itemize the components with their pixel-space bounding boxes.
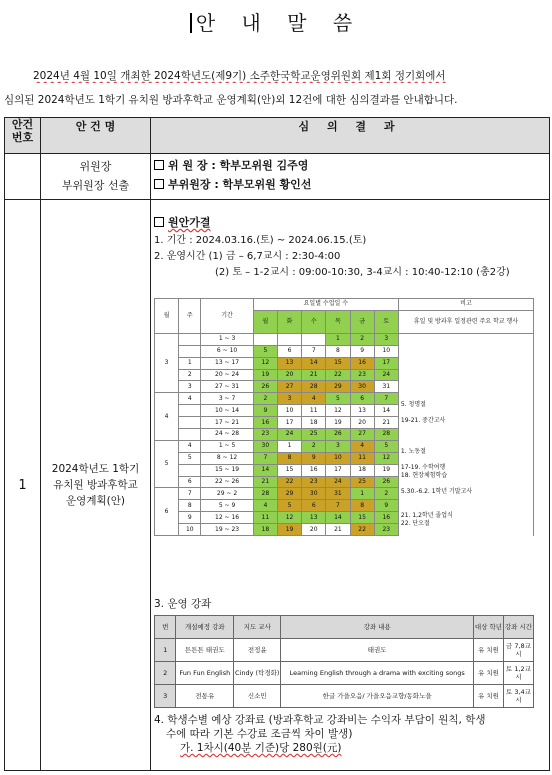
calendar-day-cell: 21	[326, 524, 350, 536]
agenda-name-line: 2024학년도 1학기	[51, 463, 140, 475]
hours-line: 2. 운영시간 (1) 금 – 6,7교시 : 2:30-4:00	[154, 251, 341, 262]
agenda-name	[41, 154, 151, 200]
calendar-week: 8	[179, 500, 201, 512]
calendar-row	[155, 393, 534, 405]
calendar-day-cell: 13	[277, 357, 301, 369]
calendar-day-cell: 30	[253, 440, 277, 452]
course-grade: 유 치원	[474, 662, 504, 685]
schedule-calendar	[154, 298, 534, 536]
calendar-day-cell	[253, 333, 277, 345]
course-grade: 유 치원	[474, 685, 504, 708]
checkbox-icon	[154, 217, 164, 227]
header-agenda-number: 안건 번호	[5, 118, 41, 154]
calendar-day-cell: 5	[326, 393, 350, 405]
calendar-period: 20 ~ 24	[201, 369, 253, 381]
calendar-day-cell: 2	[253, 393, 277, 405]
calendar-period: 12 ~ 16	[201, 512, 253, 524]
calendar-day-cell: 18	[302, 417, 326, 429]
calendar-day-cell: 28	[302, 381, 326, 393]
title-text: 안 내 말 씀	[195, 11, 363, 35]
courses-title: 3. 운영 강좌	[154, 598, 212, 610]
calendar-day-cell: 16	[374, 512, 398, 524]
calendar-week	[179, 417, 201, 429]
calendar-week: 3	[179, 381, 201, 393]
calendar-period: 3 ~ 7	[201, 393, 253, 405]
review-result	[151, 154, 550, 200]
calendar-day-cell: 18	[253, 524, 277, 536]
calendar-period: 17 ~ 21	[201, 417, 253, 429]
calendar-period: 13 ~ 17	[201, 357, 253, 369]
calendar-day-cell: 31	[326, 488, 350, 500]
calendar-day-cell: 8	[350, 500, 374, 512]
calendar-day-header: 화	[277, 310, 301, 333]
fee-line: 4. 학생수별 예상 강좌료 (방과후학교 강좌비는 수익자 부담이 원칙, 학생	[154, 714, 486, 726]
fee-line: 수에 따라 기본 수강료 조금씩 차이 발생)	[166, 728, 353, 740]
intro-line-1: 2024년 4월 10일 개최한 2024학년도(제9기) 소주한국학교운영위원회 제1회 정기회에서	[33, 70, 446, 82]
calendar-week: 1	[179, 357, 201, 369]
agenda-number-empty	[5, 154, 41, 200]
calendar-header-days: 요일별 수업일 수	[253, 299, 398, 311]
calendar-day-cell: 12	[326, 405, 350, 417]
calendar-day-cell: 13	[350, 405, 374, 417]
calendar-day-header: 수	[302, 310, 326, 333]
calendar-day-cell: 6	[350, 393, 374, 405]
calendar-period: 10 ~ 14	[201, 405, 253, 417]
calendar-day-cell: 22	[326, 369, 350, 381]
calendar-day-cell: 7	[302, 345, 326, 357]
calendar-week: 4	[179, 440, 201, 452]
calendar-day-cell: 10	[277, 405, 301, 417]
calendar-day-cell: 9	[374, 500, 398, 512]
calendar-day-cell: 28	[253, 488, 277, 500]
header-review-result: 심 의 결 과	[151, 118, 550, 154]
calendar-day-cell: 14	[302, 357, 326, 369]
calendar-day-cell: 14	[326, 512, 350, 524]
calendar-day-cell: 15	[326, 357, 350, 369]
course-number: 1	[155, 639, 176, 662]
agenda-number: 1	[5, 200, 41, 771]
calendar-period: 27 ~ 31	[201, 381, 253, 393]
agenda-name-line: 위원장	[79, 160, 112, 173]
course-content: 한글 가을오음/ 가을오음교향/동화노을	[281, 685, 474, 708]
calendar-day-cell: 19	[277, 524, 301, 536]
calendar-period: 29 ~ 2	[201, 488, 253, 500]
calendar-day-header: 토	[374, 310, 398, 333]
calendar-row	[155, 488, 534, 500]
calendar-day-cell: 2	[302, 440, 326, 452]
calendar-day-cell: 9	[302, 452, 326, 464]
calendar-day-cell: 4	[350, 440, 374, 452]
calendar-day-cell: 25	[350, 476, 374, 488]
checkbox-icon	[154, 179, 164, 189]
calendar-day-cell: 22	[350, 524, 374, 536]
calendar-day-cell: 31	[374, 381, 398, 393]
calendar-day-cell: 10	[326, 452, 350, 464]
calendar-day-cell: 12	[277, 512, 301, 524]
calendar-week: 5	[179, 452, 201, 464]
courses-header-cell: 강좌 시간	[503, 616, 533, 639]
calendar-row	[155, 333, 534, 345]
review-result	[151, 200, 550, 771]
header-agenda-name: 안 건 명	[41, 118, 151, 154]
intro-line-2: 심의된 2024학년도 1학기 유치원 방과후학교 운영계획(안)외 12건에 대한 심의결과를 안내합니다.	[4, 94, 458, 106]
calendar-period: 1 ~ 3	[201, 333, 253, 345]
calendar-day-cell: 4	[253, 500, 277, 512]
calendar-day-cell: 5	[253, 345, 277, 357]
calendar-month: 5	[155, 440, 179, 488]
course-number: 2	[155, 662, 176, 685]
fee-line: 가. 1차시(40분 기준)당 280원(元)	[180, 742, 342, 754]
calendar-day-cell: 4	[302, 393, 326, 405]
calendar-day-cell: 9	[350, 345, 374, 357]
calendar-day-cell: 15	[277, 464, 301, 476]
table-row	[5, 154, 550, 200]
calendar-day-cell: 30	[302, 488, 326, 500]
course-teacher: 신소민	[234, 685, 281, 708]
course-teacher: 전정윤	[234, 639, 281, 662]
calendar-day-cell: 20	[302, 524, 326, 536]
result-decision: 원안가결	[154, 214, 211, 230]
calendar-day-cell: 17	[374, 357, 398, 369]
calendar-day-cell: 11	[350, 452, 374, 464]
hours-line: (2) 토 – 1-2교시 : 09:00-10:30, 3-4교시 : 10:40-12:10 (총2강)	[215, 267, 510, 278]
calendar-header-notes-sub: 휴일 및 방과후 일정관련 주요 학교 행사	[398, 310, 533, 333]
calendar-day-cell: 6	[302, 500, 326, 512]
calendar-day-cell: 3	[326, 440, 350, 452]
calendar-week: 9	[179, 512, 201, 524]
calendar-day-cell: 19	[374, 464, 398, 476]
calendar-day-cell	[277, 333, 301, 345]
review-results-table	[4, 117, 550, 771]
calendar-period: 15 ~ 19	[201, 464, 253, 476]
calendar-header-notes: 비고	[398, 299, 533, 311]
calendar-notes: 1. 노동절 17-19. 수학여행 18. 현장체험학습	[398, 440, 533, 488]
calendar-period: 8 ~ 12	[201, 452, 253, 464]
course-time: 금 7,8교시	[503, 639, 533, 662]
calendar-day-cell: 20	[277, 369, 301, 381]
calendar-day-cell: 17	[277, 417, 301, 429]
courses-table	[154, 615, 534, 708]
calendar-row	[155, 440, 534, 452]
course-number: 3	[155, 685, 176, 708]
calendar-week	[179, 464, 201, 476]
calendar-day-cell: 7	[374, 393, 398, 405]
calendar-day-cell: 29	[277, 488, 301, 500]
course-name: 튼튼튼 태권도	[176, 639, 234, 662]
calendar-day-cell: 8	[326, 345, 350, 357]
calendar-day-cell: 13	[302, 512, 326, 524]
calendar-period: 22 ~ 26	[201, 476, 253, 488]
calendar-day-cell: 7	[253, 452, 277, 464]
calendar-day-cell: 3	[277, 393, 301, 405]
calendar-month: 4	[155, 393, 179, 441]
calendar-week	[179, 345, 201, 357]
calendar-day-header: 금	[350, 310, 374, 333]
calendar-week: 2	[179, 369, 201, 381]
calendar-day-cell: 21	[374, 417, 398, 429]
agenda-name-line: 부위원장 선출	[61, 179, 130, 192]
calendar-day-cell: 29	[326, 381, 350, 393]
calendar-day-cell: 11	[253, 512, 277, 524]
calendar-day-cell: 23	[374, 524, 398, 536]
calendar-day-cell: 26	[374, 476, 398, 488]
calendar-header-period: 기간	[201, 299, 253, 334]
calendar-day-cell: 17	[326, 464, 350, 476]
courses-header-cell: 번	[155, 616, 176, 639]
courses-header-cell: 지도 교사	[234, 616, 281, 639]
calendar-period: 6 ~ 10	[201, 345, 253, 357]
course-row	[155, 662, 534, 685]
calendar-period: 24 ~ 28	[201, 429, 253, 441]
calendar-period: 1 ~ 5	[201, 440, 253, 452]
calendar-week	[179, 333, 201, 345]
course-time: 토 1,2교시	[503, 662, 533, 685]
calendar-week: 10	[179, 524, 201, 536]
course-grade: 유 치원	[474, 639, 504, 662]
courses-header-cell: 개설예정 강좌	[176, 616, 234, 639]
calendar-day-cell: 30	[350, 381, 374, 393]
table-header-row	[5, 118, 550, 154]
calendar-day-cell: 11	[302, 405, 326, 417]
course-teacher: Cindy (탁경화)	[234, 662, 281, 685]
course-content: Learning English through a drama with exciting songs	[281, 662, 474, 685]
calendar-day-cell: 24	[326, 476, 350, 488]
calendar-day-cell: 5	[374, 440, 398, 452]
calendar-day-cell: 2	[350, 333, 374, 345]
result-item: 부위원장 : 학부모위원 황인선	[154, 175, 549, 194]
calendar-notes: 5. 청명절 19-21. 중간고사	[398, 393, 533, 441]
calendar-week: 7	[179, 488, 201, 500]
calendar-header-month: 월	[155, 299, 179, 334]
table-row	[5, 200, 550, 771]
calendar-day-cell: 5	[277, 500, 301, 512]
courses-header-row	[155, 616, 534, 639]
calendar-week	[179, 405, 201, 417]
calendar-day-cell: 24	[277, 429, 301, 441]
page-title	[0, 7, 552, 36]
calendar-day-cell: 26	[253, 381, 277, 393]
calendar-day-cell: 20	[350, 417, 374, 429]
courses-header-cell: 대상 학년	[474, 616, 504, 639]
course-row	[155, 639, 534, 662]
calendar-day-cell: 19	[326, 417, 350, 429]
calendar-day-header: 목	[326, 310, 350, 333]
courses-header-cell: 강좌 내용	[281, 616, 474, 639]
calendar-day-cell: 28	[374, 429, 398, 441]
fee-section	[154, 713, 542, 755]
calendar-header-week: 주	[179, 299, 201, 334]
calendar-day-cell: 12	[374, 452, 398, 464]
calendar-day-cell: 27	[350, 429, 374, 441]
agenda-name-line: 유치원 방과후학교	[53, 479, 138, 491]
calendar-week: 4	[179, 393, 201, 405]
calendar-day-cell: 12	[253, 357, 277, 369]
calendar-day-cell: 21	[302, 369, 326, 381]
calendar-day-cell: 26	[326, 429, 350, 441]
calendar-day-cell: 23	[253, 429, 277, 441]
calendar-day-cell: 25	[302, 429, 326, 441]
calendar-day-header: 월	[253, 310, 277, 333]
calendar-day-cell: 24	[374, 369, 398, 381]
agenda-name-line: 운영계획(안)	[66, 495, 125, 507]
calendar-day-cell: 6	[277, 345, 301, 357]
checkbox-icon	[154, 160, 164, 170]
course-name: Fun Fun English	[176, 662, 234, 685]
course-time: 토 3,4교시	[503, 685, 533, 708]
calendar-day-cell: 23	[350, 369, 374, 381]
calendar-week	[179, 429, 201, 441]
calendar-day-cell	[302, 333, 326, 345]
calendar-header-row	[155, 299, 534, 311]
course-name: 전통유	[176, 685, 234, 708]
course-content: 태권도	[281, 639, 474, 662]
calendar-month: 3	[155, 333, 179, 392]
calendar-day-cell: 1	[277, 440, 301, 452]
calendar-month: 6	[155, 488, 179, 536]
result-item: 위 원 장 : 학부모위원 김주영	[154, 156, 549, 175]
calendar-day-cell: 16	[302, 464, 326, 476]
calendar-day-cell: 10	[374, 345, 398, 357]
calendar-week: 6	[179, 476, 201, 488]
calendar-day-cell: 8	[277, 452, 301, 464]
calendar-day-cell: 1	[350, 488, 374, 500]
calendar-day-cell: 1	[326, 333, 350, 345]
calendar-day-cell: 22	[277, 476, 301, 488]
calendar-day-cell: 14	[253, 464, 277, 476]
calendar-notes	[398, 333, 533, 392]
calendar-day-cell: 19	[253, 369, 277, 381]
calendar-day-cell: 18	[350, 464, 374, 476]
course-row	[155, 685, 534, 708]
agenda-name	[41, 200, 151, 771]
calendar-day-cell: 15	[350, 512, 374, 524]
calendar-day-cell: 7	[326, 500, 350, 512]
calendar-day-cell: 23	[302, 476, 326, 488]
calendar-notes: 5.30.-6.2. 1학년 기말고사 21. 1,2학년 졸업식 22. 단오절	[398, 488, 533, 536]
calendar-period: 19 ~ 23	[201, 524, 253, 536]
calendar-period: 5 ~ 9	[201, 500, 253, 512]
calendar-day-cell: 16	[253, 417, 277, 429]
calendar-day-cell: 27	[277, 381, 301, 393]
calendar-day-cell: 14	[374, 405, 398, 417]
period-line: 1. 기간 : 2024.03.16.(토) ~ 2024.06.15.(토)	[154, 235, 367, 246]
calendar-day-cell: 9	[253, 405, 277, 417]
calendar-day-cell: 16	[350, 357, 374, 369]
calendar-day-cell: 3	[374, 333, 398, 345]
calendar-day-cell: 21	[253, 476, 277, 488]
calendar-day-cell: 2	[374, 488, 398, 500]
title-cursor-bar	[190, 13, 192, 33]
